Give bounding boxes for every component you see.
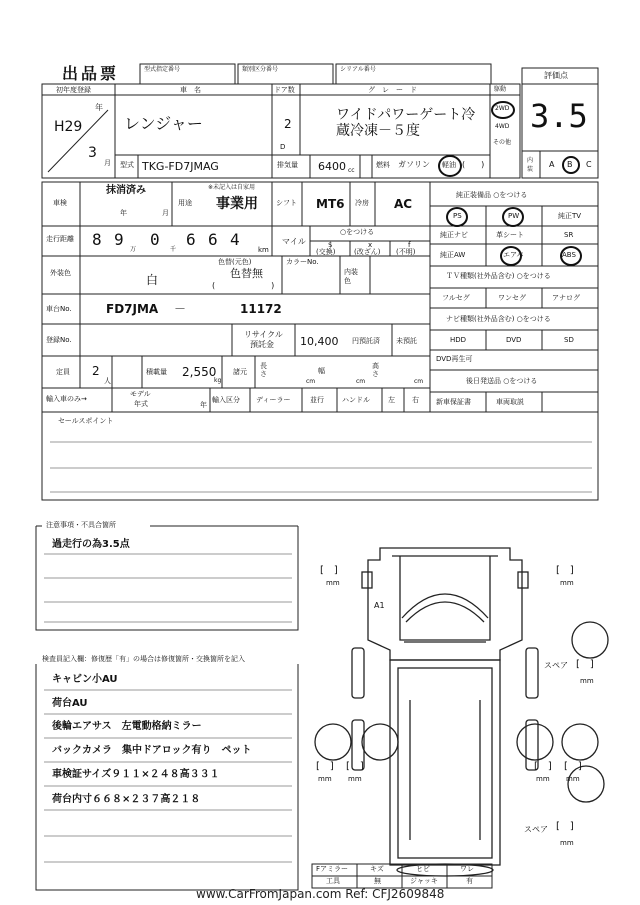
- original-color-paren: ( ): [212, 281, 275, 290]
- mm-front-right: mm: [560, 579, 574, 587]
- option-abs-circle: [560, 246, 582, 266]
- mileage-opt2a: x: [368, 241, 373, 249]
- use-value: 事業用: [216, 196, 258, 212]
- sales-box: [42, 412, 598, 500]
- bracket-spare-1: [ ]: [576, 659, 594, 670]
- chassis-label: 車台No.: [46, 305, 72, 313]
- tv-fullseg: フルセグ: [442, 294, 470, 302]
- cc-unit: cc: [348, 167, 355, 174]
- mm-spare-1: mm: [580, 677, 594, 685]
- ac-label: 冷房: [355, 199, 369, 207]
- inspection-month: 月: [162, 209, 169, 217]
- dims-label: 諸元: [233, 368, 247, 376]
- mileage-opt1b: (交換): [316, 248, 336, 256]
- recycle-paid: 円預託済: [352, 337, 380, 345]
- option-tv: 純正TV: [558, 212, 582, 220]
- mileage-opt2b: (改ざん): [354, 248, 381, 256]
- chassis-number: 11172: [240, 302, 282, 316]
- mileage-sen: 千: [170, 246, 177, 253]
- legend-crack: ヒビ: [416, 865, 430, 873]
- bracket-front-right: [ ]: [556, 565, 574, 576]
- mileage-digit-3: 0: [150, 230, 160, 249]
- color-no-label: カラーNo.: [286, 258, 319, 266]
- drive-label: 駆動: [494, 86, 507, 93]
- recycle-value: 10,400: [300, 335, 339, 348]
- chassis-dash: －: [174, 302, 187, 316]
- width-label: 幅: [318, 367, 325, 375]
- navi-dvd: DVD: [506, 336, 522, 344]
- car-name: レンジャー: [124, 114, 203, 133]
- legend-mirror: Fアミラー: [316, 865, 349, 873]
- capacity-value: 2: [92, 364, 100, 378]
- inspector-line-2: 荷台AU: [52, 698, 88, 709]
- grade-line1: ワイドパワーゲート冷: [336, 107, 476, 123]
- import-parallel: 並行: [310, 396, 324, 404]
- legend-tools-value: 無: [374, 877, 381, 885]
- interior-label: 内装: [527, 157, 534, 173]
- mileage-digit-2: 9: [114, 230, 124, 249]
- interior-color-label: 内装色: [344, 268, 358, 285]
- model-year-b: 年式: [134, 400, 148, 408]
- legend-jack: ジャッキ: [410, 877, 438, 885]
- interior-b-circle: [562, 156, 580, 174]
- inspection-year: 年: [120, 209, 127, 217]
- bracket-rear-r1: [ ]: [534, 761, 552, 772]
- import-kubun: 輸入区分: [212, 396, 240, 404]
- use-note: ※未記入は自家用: [208, 184, 256, 191]
- dvd-playback: DVD再生可: [436, 355, 473, 363]
- option-sr: SR: [564, 231, 574, 239]
- use-label: 用途: [178, 199, 192, 207]
- handle-right: 右: [412, 396, 419, 404]
- fuel-diesel: 軽油: [442, 161, 456, 169]
- import-handle: ハンドル: [342, 396, 370, 404]
- model-label: 型式: [120, 161, 134, 169]
- interior-a: A: [549, 160, 555, 169]
- option-abs: ABS: [562, 251, 576, 259]
- doors-value: 2: [284, 117, 292, 131]
- option-ps: PS: [453, 212, 462, 220]
- model-value: TKG-FD7JMAG: [142, 160, 219, 173]
- drive-2wd: 2WD: [495, 105, 510, 112]
- after-manual: 車両取説: [496, 398, 524, 406]
- exterior-color-label: 外装色: [50, 269, 71, 277]
- car-name-label: 車 名: [180, 86, 201, 94]
- mileage-digit-1: 8: [92, 230, 102, 249]
- footer-watermark: www.CarFromJapan.com Ref: CFJ2609848: [196, 887, 445, 901]
- displacement-label: 排気量: [277, 161, 298, 169]
- inspector-label: 検査員記入欄：修復歴「有」の場合は修復箇所・交換箇所を記入: [42, 655, 245, 663]
- drive-other: その他: [493, 139, 512, 146]
- chassis-prefix: FD7JMA: [106, 302, 159, 316]
- mm-rear-l2: mm: [348, 775, 362, 783]
- class-label: 類別区分番号: [242, 66, 279, 73]
- load-unit: kg: [214, 377, 222, 384]
- grade-label: グ レ ー ド: [368, 86, 417, 94]
- bracket-rear-l2: [ ]: [346, 761, 364, 772]
- recycle-label-2: 預託金: [250, 340, 274, 349]
- legend-scratch: キズ: [370, 865, 384, 873]
- mm-spare-2: mm: [560, 839, 574, 847]
- grade-line2: 蔵冷凍－５度: [336, 123, 420, 139]
- type-label: 型式指定番号: [144, 66, 181, 73]
- doors-sub: D: [280, 143, 286, 151]
- mileage-km: km: [258, 246, 269, 254]
- mileage-digit-5: 6: [208, 230, 218, 249]
- month-unit: 月: [104, 159, 111, 167]
- tv-analog: アナログ: [552, 294, 580, 302]
- legend-jack-value: 有: [466, 877, 473, 885]
- mileage-digit-6: 4: [230, 230, 240, 249]
- height-label: 高さ: [372, 362, 379, 378]
- legend-break: ワレ: [460, 865, 474, 873]
- handle-left: 左: [388, 396, 395, 404]
- load-value: 2,550: [182, 365, 217, 379]
- option-leather: 革シート: [496, 231, 524, 239]
- inspector-line-3: 後輪エアサス 左電動格納ミラー: [52, 721, 202, 732]
- mileage-opt3a: f: [408, 241, 411, 249]
- option-aw: 純正AW: [440, 251, 466, 259]
- recycle-unpaid: 未預託: [396, 337, 417, 345]
- capacity-unit: 人: [104, 377, 111, 385]
- option-airbag-circle: [500, 246, 522, 266]
- inspector-line-4: バックカメラ 集中ドアロック有り ペット: [52, 745, 252, 756]
- after-header: 後日発送品 ○をつける: [466, 377, 538, 385]
- model-year-a: モデル: [130, 390, 151, 398]
- ac-value: AC: [394, 197, 413, 211]
- fuel-gasoline: ガソリン: [398, 160, 430, 169]
- interior-b: B: [567, 160, 573, 169]
- notes-label: 注意事項・不具合箇所: [46, 521, 116, 529]
- first-reg-label: 初年度登録: [56, 86, 91, 94]
- mileage-opt1a: $: [328, 241, 333, 249]
- width-cm: cm: [356, 378, 366, 385]
- after-warranty: 新車保証書: [436, 398, 471, 406]
- serial-label: シリアル番号: [340, 66, 376, 73]
- navi-sd: SD: [564, 336, 574, 344]
- spare-label-1: スペア: [544, 661, 568, 670]
- import-dealer: ディーラー: [256, 396, 291, 404]
- mm-rear-r1: mm: [536, 775, 550, 783]
- bracket-spare-2: [ ]: [556, 821, 574, 832]
- spare-label-2: スペア: [524, 825, 548, 834]
- mm-rear-r2: mm: [566, 775, 580, 783]
- damage-a1: A1: [374, 601, 385, 610]
- navi-hdd: HDD: [450, 336, 467, 344]
- original-color-label: 色替(元色): [218, 258, 252, 266]
- option-airbag: エアバ: [503, 251, 524, 259]
- score-header: 評価点: [544, 71, 568, 80]
- option-ps-circle: [446, 207, 468, 227]
- tv-header: ＴＶ種類(社外品含む) ○をつける: [446, 272, 551, 280]
- notes-line-1: 過走行の為3.5点: [52, 539, 130, 550]
- exterior-color-value: 白: [146, 273, 159, 287]
- fuel-label: 燃料: [376, 161, 390, 169]
- inspection-value: 抹消済み: [106, 185, 146, 196]
- inspector-line-1: キャビン小AU: [52, 674, 118, 685]
- mm-front-left: mm: [326, 579, 340, 587]
- option-pw-circle: [502, 207, 524, 227]
- reg-era: H29: [54, 119, 83, 135]
- bracket-rear-r2: [ ]: [564, 761, 582, 772]
- import-label: 輸入車のみ→: [46, 395, 87, 403]
- year-unit: 年: [95, 103, 103, 112]
- interior-c: C: [586, 160, 592, 169]
- capacity-label: 定員: [56, 368, 70, 376]
- legend-tools: 工具: [326, 877, 340, 885]
- inspector-line-6: 荷台内寸６６８×２３７高２１８: [52, 794, 201, 805]
- bracket-front-left: [ ]: [320, 565, 338, 576]
- length-label: 長さ: [260, 362, 267, 378]
- form-title: 出品票: [62, 64, 120, 83]
- mileage-opt3b: (不明): [396, 248, 416, 256]
- reg-month: 3: [88, 145, 97, 161]
- mileage-circle-note: ○をつける: [340, 228, 375, 236]
- inspector-line-5: 車検証サイズ９１１×２４８高３３１: [52, 769, 220, 780]
- bracket-rear-l1: [ ]: [316, 761, 334, 772]
- mileage-label: 走行距離: [46, 235, 74, 243]
- drive-4wd: 4WD: [495, 123, 510, 130]
- mileage-mile: マイル: [282, 237, 306, 246]
- load-label: 積載量: [146, 368, 167, 376]
- mm-rear-l1: mm: [318, 775, 332, 783]
- reg-no-label: 登録No.: [46, 336, 72, 344]
- options-header: 純正装備品 ○をつける: [456, 191, 528, 199]
- doors-label: ドア数: [274, 86, 295, 94]
- fuel-paren: ( ): [462, 160, 485, 169]
- original-color-value: 色替無: [230, 267, 263, 280]
- height-cm: cm: [414, 378, 424, 385]
- option-pw: PW: [508, 212, 520, 220]
- option-navi: 純正ナビ: [440, 231, 468, 239]
- shift-value: MT6: [316, 197, 345, 211]
- mileage-digit-4: 6: [186, 230, 196, 249]
- fuel-diesel-circle: [438, 155, 462, 177]
- navi-header: ナビ種類(社外品含む) ○をつける: [446, 315, 551, 323]
- import-year: 年: [200, 401, 207, 409]
- length-cm: cm: [306, 378, 316, 385]
- shift-label: シフト: [276, 199, 297, 207]
- mileage-man: 万: [130, 246, 137, 253]
- drive-2wd-circle: [491, 101, 515, 119]
- inspection-label: 車検: [53, 199, 67, 207]
- tv-oneseg: ワンセグ: [498, 294, 526, 302]
- displacement-value: 6400: [318, 160, 346, 173]
- recycle-label-1: リサイクル: [244, 330, 283, 339]
- score-value: 3.5: [530, 97, 588, 135]
- sales-label: セールスポイント: [58, 417, 114, 425]
